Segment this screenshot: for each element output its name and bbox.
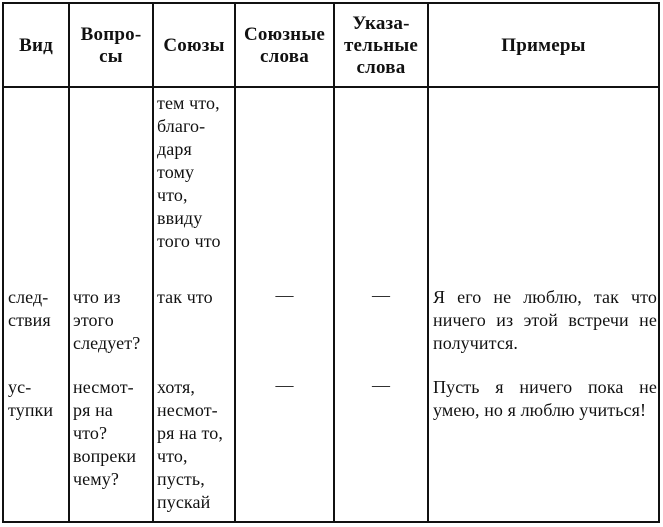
row2-primery: Я его не люблю, так что ничего из этой встречи не получится. [433, 287, 657, 353]
row2-soyuzy: так что [157, 287, 213, 307]
header-soyuzy: Союзы [163, 35, 225, 56]
row3-voprosy: несмот- ря на что? вопреки чему? [73, 377, 137, 489]
row1-soyuzy: тем что, благо- даря тому что, ввиду того что [157, 93, 221, 251]
header-ukazatelnye-slova: Указа- тельные слова [343, 13, 419, 78]
row3-soyuzy: хотя, несмот- ря на то, что, пусть, пускай [157, 377, 223, 512]
row3-vid: ус- тупки [8, 377, 54, 420]
row2-soyuznye-slova: — [275, 285, 294, 305]
row2-voprosy: что из этого следует? [73, 287, 141, 353]
row2-ukazatelnye-slova: — [371, 285, 391, 305]
row3-primery: Пусть я ничего пока не умею, но я люблю учиться! [433, 377, 657, 420]
row3-ukazatelnye-slova: — [371, 375, 391, 395]
header-soyuznye-slova: Союзные слова [244, 24, 325, 67]
row3-soyuznye-slova: — [275, 375, 294, 395]
grammar-table [2, 2, 660, 523]
row2-vid: след- ствия [8, 287, 51, 330]
header-vid: Вид [19, 35, 53, 56]
header-primery: Примеры [501, 35, 586, 56]
header-voprosy: Вопро- сы [80, 24, 142, 67]
